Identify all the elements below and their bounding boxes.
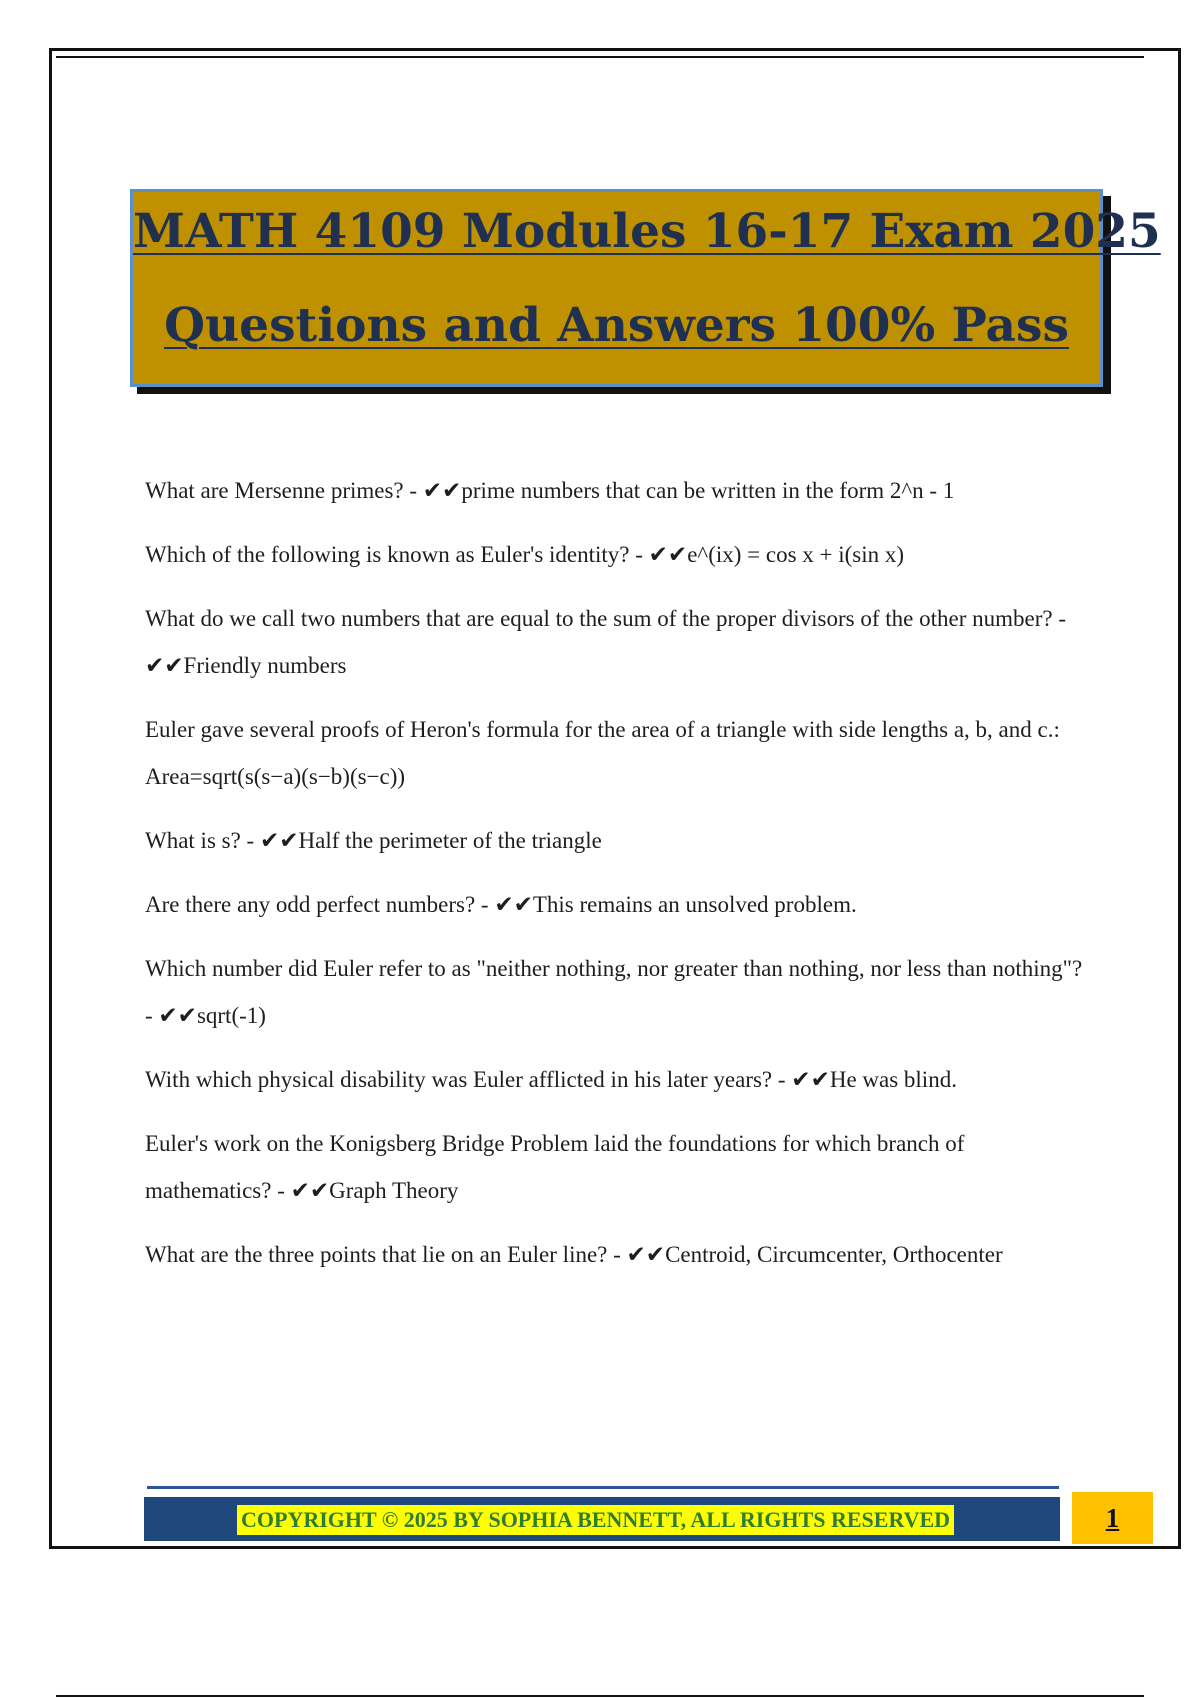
qa-item: What are the three points that lie on an Euler line? - ✔✔Centroid, Circumcenter, Orthocenter: [145, 1242, 1003, 1267]
copyright-notice: COPYRIGHT © 2025 BY SOPHIA BENNETT, ALL RIGHTS RESERVED: [237, 1505, 954, 1535]
title-line-1: MATH 4109 Modules 16-17 Exam 2025: [133, 204, 1161, 259]
page-number-box: [1072, 1492, 1153, 1544]
top-rule: [56, 56, 1144, 58]
title-box: [130, 189, 1161, 387]
bottom-rule: [56, 1695, 1144, 1697]
footer-rule: [147, 1486, 1059, 1489]
title-line-2: Questions and Answers 100% Pass: [164, 298, 1069, 353]
qa-item: Which of the following is known as Euler's identity? - ✔✔e^(ix) = cos x + i(sin x): [145, 542, 905, 567]
page-number: 1: [1105, 1503, 1120, 1533]
qa-item: Which number did Euler refer to as "neither nothing, nor greater than nothing, nor less than nothing"? - ✔✔sqrt(-1): [145, 956, 1083, 1028]
qa-item: What is s? - ✔✔Half the perimeter of the triangle: [145, 828, 602, 853]
qa-list: [145, 467, 1085, 1295]
qa-item: Euler's work on the Konigsberg Bridge Problem laid the foundations for which branch of mathematics? - ✔✔Graph Theory: [145, 1131, 965, 1203]
qa-item: Are there any odd perfect numbers? - ✔✔This remains an unsolved problem.: [145, 892, 857, 917]
qa-item: What do we call two numbers that are equal to the sum of the proper divisors of the other number? - ✔✔Friendly numbers: [145, 606, 1066, 678]
qa-item: With which physical disability was Euler afflicted in his later years? - ✔✔He was blind.: [145, 1067, 957, 1092]
qa-item: What are Mersenne primes? - ✔✔prime numbers that can be written in the form 2^n - 1: [145, 478, 955, 503]
qa-item: Euler gave several proofs of Heron's formula for the area of a triangle with side lengths a, b, and c.: Area=sqrt(s(s−a)(s−b)(s−c)): [145, 717, 1060, 789]
